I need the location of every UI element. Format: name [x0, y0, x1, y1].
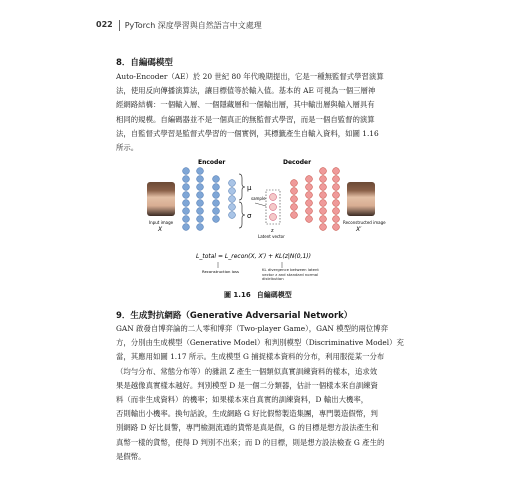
decoder-node [320, 192, 327, 199]
paragraph-gan [116, 322, 406, 464]
encoder-node [229, 180, 236, 187]
decoder-node [320, 200, 327, 207]
decoder-node [333, 224, 340, 231]
encoder-node [183, 168, 190, 175]
encoder-node [197, 184, 204, 191]
decoder-node [320, 168, 327, 175]
figure-caption [224, 290, 292, 300]
encoder-node [197, 224, 204, 231]
decoder-node [291, 180, 298, 187]
decoder-node [291, 212, 298, 219]
input-symbol: X [158, 226, 163, 233]
encoder-node [229, 204, 236, 211]
text-line: 真幣一樣的貨幣，使得 D 判別不出來；而 D 的目標，則是想方設法檢查 G 產生的 [116, 437, 385, 447]
input-image-label: Input image [149, 220, 174, 225]
decoder-node [333, 192, 340, 199]
encoder-node [183, 184, 190, 191]
encoder-label: Encoder [198, 159, 226, 166]
encoder-node [213, 176, 220, 183]
decoder-node [306, 192, 313, 199]
text-line: 當，其應用如圖 1.17 所示。生成模型 G 捕捉樣本資料的分布，利用服從某一分布 [116, 352, 385, 362]
sigma-brace [239, 202, 245, 228]
reconstructed-image-label: Reconstructed image [343, 220, 386, 225]
sample-label: sample [251, 196, 266, 201]
latent-node [270, 204, 277, 211]
text-line: 相同的規模。自編碼器並不是一個真正的無監督式學習，而是一個自監督的演算 [116, 114, 375, 124]
encoder-node [213, 208, 220, 215]
encoder-node [183, 192, 190, 199]
decoder-node [320, 224, 327, 231]
encoder-node [213, 192, 220, 199]
text-line: 別網路 D 好比員警，專門檢測流通的貨幣是真是假，G 的目標是想方設法產生和 [116, 423, 379, 433]
encoder-node [229, 212, 236, 219]
text-line: 是假幣。 [116, 451, 146, 461]
text-line: 料（而非生成資料）的機率；如果樣本來自真實的訓練資料，D 輸出大機率， [116, 395, 369, 405]
decoder-node [320, 216, 327, 223]
decoder-node [306, 184, 313, 191]
decoder-node [306, 200, 313, 207]
encoder-node [183, 216, 190, 223]
page-number: 022 [96, 20, 113, 29]
encoder-node [197, 192, 204, 199]
latent-vector-label: Latent vector [258, 234, 285, 239]
figure-title: 自編碼模型 [256, 291, 292, 299]
encoder-node [183, 224, 190, 231]
reconstruction-loss-label: Reconstruction loss [202, 269, 239, 274]
decoder-node [306, 216, 313, 223]
encoder-node [197, 176, 204, 183]
section-heading-autoencoder: 8．自編碼模型 [116, 58, 173, 68]
kl-label-wrap [262, 268, 330, 282]
encoder-node [183, 200, 190, 207]
text-line: 所示。 [116, 143, 139, 153]
decoder-node [306, 176, 313, 183]
mu-brace [239, 174, 245, 200]
sigma-symbol: σ [247, 212, 252, 220]
decoder-node [320, 208, 327, 215]
encoder-node [183, 208, 190, 215]
encoder-node [229, 196, 236, 203]
reconstructed-symbol: X′ [356, 226, 362, 233]
decoder-node [291, 204, 298, 211]
decoder-node [306, 208, 313, 215]
encoder-node [197, 208, 204, 215]
text-line: 法，使用反向傳播演算法，讓目標值等於輸入值。基本的 AE 可視為一個三層神 [116, 86, 376, 96]
encoder-node [213, 216, 220, 223]
decoder-node [333, 168, 340, 175]
text-line: Auto-Encoder（AE）於 20 世紀 80 年代晚期提出，它是一種無監督式學習演算 [116, 72, 384, 81]
mu-symbol: μ [247, 184, 252, 192]
running-title: PyTorch 深度學習與自然語言中文處理 [119, 20, 262, 31]
text-line: GAN 啟發自博弈論的二人零和博弈（Two-player Game），GAN 模型的兩位博弈 [116, 324, 388, 333]
decoder-node [291, 196, 298, 203]
decoder-node [291, 188, 298, 195]
decoder-node [333, 200, 340, 207]
decoder-node [333, 208, 340, 215]
text-line: 果是越像真實樣本越好。判別模型 D 是一個二分類器，估計一個樣本來自訓練資 [116, 380, 378, 390]
encoder-node [197, 216, 204, 223]
encoder-node [213, 200, 220, 207]
decoder-node [333, 216, 340, 223]
text-line: 方，分別由生成模型（Generative Model）和判別模型（Discriminative Model）充 [116, 338, 404, 348]
decoder-node [320, 176, 327, 183]
encoder-node [197, 168, 204, 175]
decoder-node [320, 184, 327, 191]
encoder-node [213, 184, 220, 191]
loss-formula: L_total = L_recon(X, X′) + KL(z|N(0,1)) [196, 253, 311, 260]
latent-node [270, 194, 277, 201]
section-heading-gan: 9．生成對抗網路（Generative Adversarial Network） [116, 311, 353, 321]
encoder-node [197, 200, 204, 207]
z-symbol: z [271, 228, 274, 234]
decoder-node [333, 184, 340, 191]
encoder-node [183, 176, 190, 183]
figure-number: 圖 1.16 [224, 291, 251, 299]
latent-node [270, 214, 277, 221]
text-line: （均勻分布、常態分布等）的雜訊 Z 產生一個類似真實訓練資料的樣本，追求效 [116, 366, 378, 376]
text-line: 經網路結構：一個輸入層、一個隱藏層和一個輸出層，其中輸出層與輸入層具有 [116, 100, 375, 110]
text-line: 否則輸出小機率。換句話說，生成網路 G 好比假幣製造集團，專門製造假幣，判 [116, 409, 378, 419]
encoder-node [229, 188, 236, 195]
decoder-node [333, 176, 340, 183]
kl-divergence-label: KL divergence between latent vector z and standard normal distribution [262, 268, 319, 282]
text-line: 法，自監督式學習是監督式學習的一個實例，其標籤產生自輸入資料，如圖 1.16 [116, 128, 379, 138]
decoder-label: Decoder [283, 159, 312, 166]
